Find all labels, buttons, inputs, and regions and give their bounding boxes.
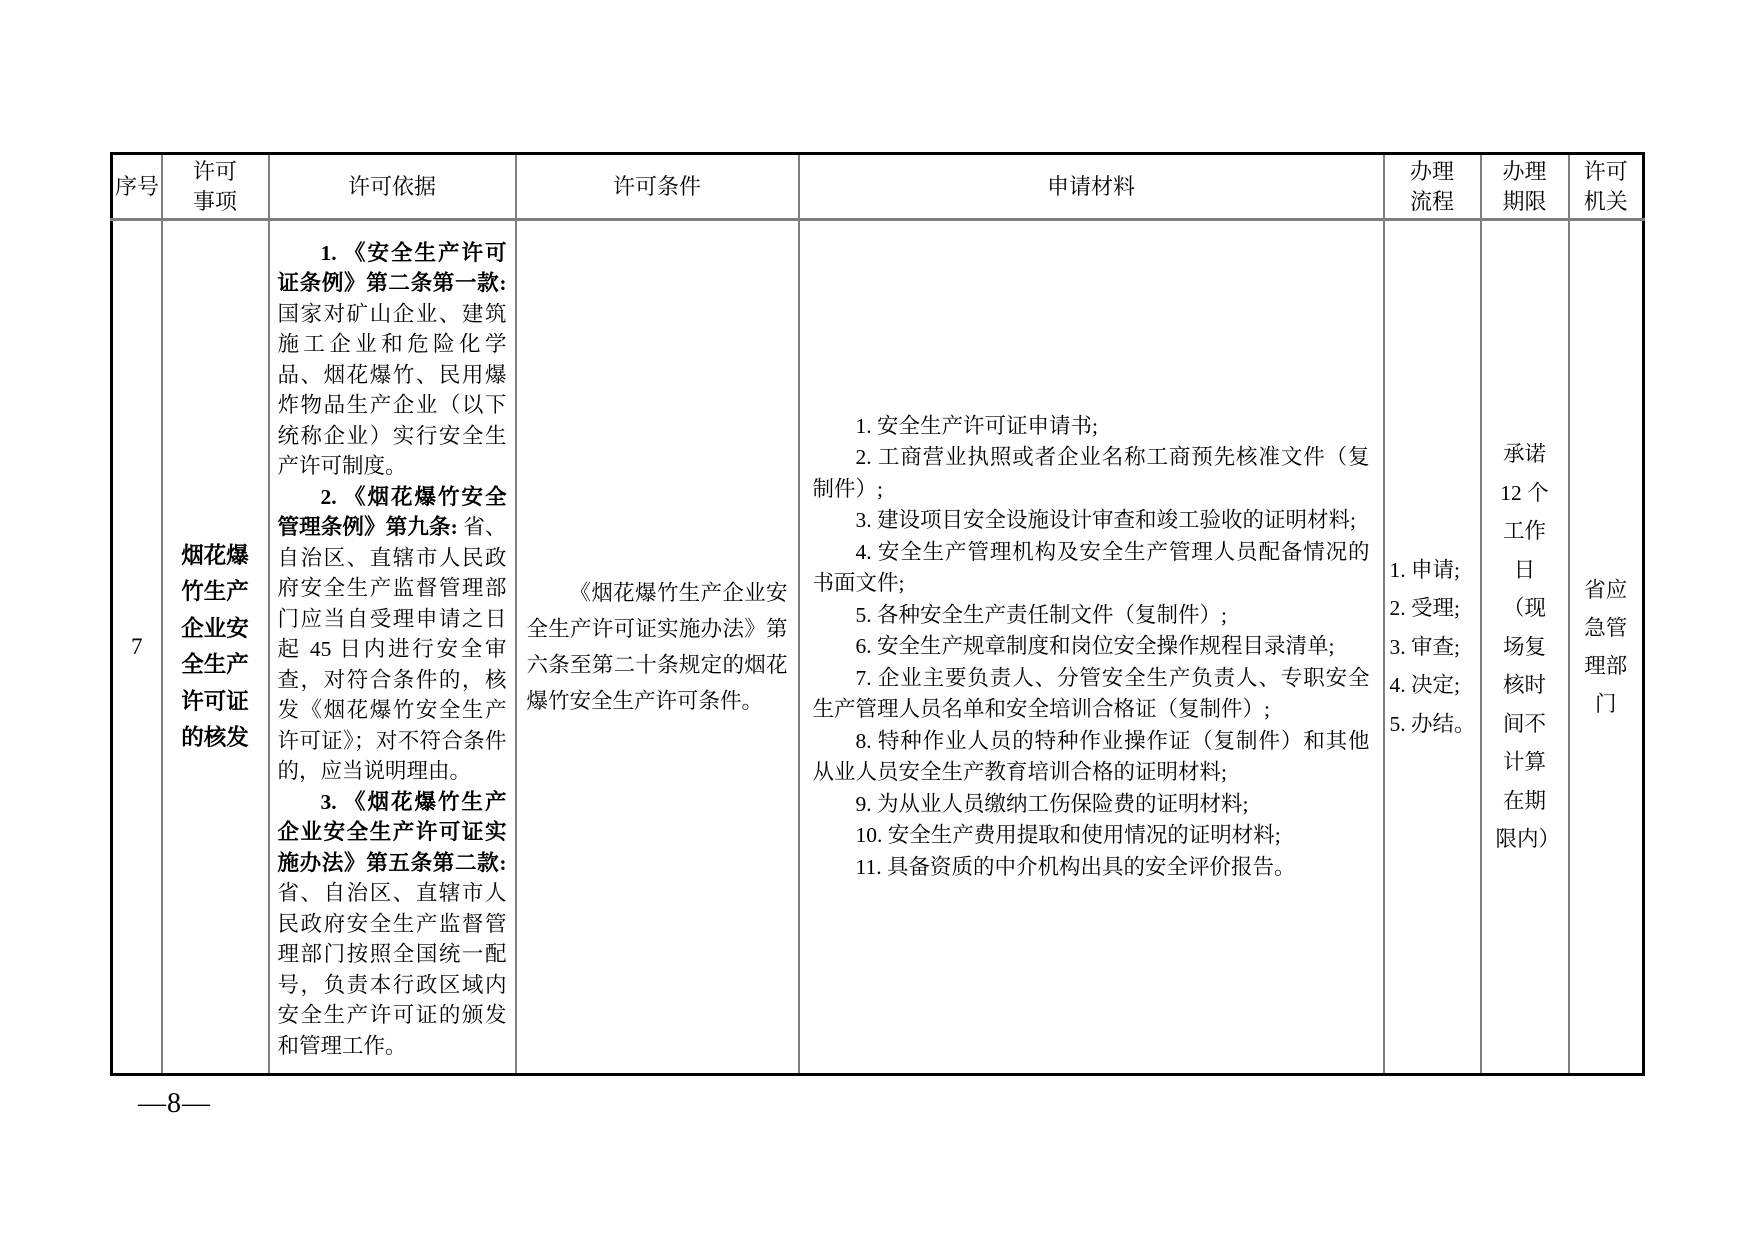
material-item: 6. 安全生产规章制度和岗位安全操作规程目录清单; (855, 634, 1335, 659)
header-label: 办理流程 (1409, 158, 1454, 214)
header-label: 许可事项 (192, 158, 237, 214)
material-item: 8. 特种作业人员的特种作业操作证（复制件）和其他从业人员安全生产教育培训合格的证明材料; (812, 728, 1370, 785)
header-permit-item (162, 154, 269, 220)
page-number: —8— (138, 1088, 211, 1119)
process-step: 4. 决定; (1389, 673, 1460, 698)
header-time-limit (1481, 154, 1569, 220)
header-label: 许可条件 (612, 173, 701, 199)
header-label: 许可机关 (1583, 158, 1628, 214)
cell-permit-basis (269, 220, 516, 1075)
serial-number: 7 (131, 634, 143, 659)
header-label: 办理期限 (1502, 158, 1547, 214)
material-item: 10. 安全生产费用提取和使用情况的证明材料; (855, 823, 1281, 848)
basis-body: 省、自治区、直辖市人民政府安全生产监督管理部门按照全国统一配号，负责本行政区域内安全生产许可证的颁发和管理工作。 (277, 881, 507, 1058)
material-item: 3. 建设项目安全设施设计审查和竣工验收的证明材料; (855, 508, 1356, 533)
table-row (112, 220, 1644, 1075)
basis-title: 3. 《烟花爆竹生产企业安全生产许可证实施办法》第五条第二款: (277, 789, 507, 875)
cell-time-limit (1481, 220, 1569, 1075)
permit-conditions-text: 《烟花爆竹生产企业安全生产许可证实施办法》第六条至第二十条规定的烟花爆竹安全生产许可条件。 (526, 581, 788, 713)
header-process-flow (1384, 154, 1481, 220)
process-step: 2. 受理; (1389, 596, 1460, 621)
table-header (112, 154, 1644, 220)
cell-permit-item (162, 220, 269, 1075)
permit-item-text: 烟花爆竹生产企业安全生产许可证的核发 (181, 542, 249, 750)
header-label: 申请材料 (1046, 173, 1135, 199)
cell-permit-conditions (516, 220, 799, 1075)
header-label: 序号 (114, 173, 159, 199)
header-authority (1569, 154, 1644, 220)
process-step: 5. 办结。 (1389, 711, 1476, 736)
header-permit-conditions (516, 154, 799, 220)
header-application-materials (799, 154, 1384, 220)
material-item: 2. 工商营业执照或者企业名称工商预先核准文件（复制件）; (812, 445, 1370, 501)
header-permit-basis (269, 154, 516, 220)
table-body (112, 220, 1644, 1075)
basis-paragraph (278, 238, 507, 482)
cell-authority (1569, 220, 1644, 1075)
basis-body: 省、自治区、直辖市人民政府安全生产监督管理部门应当自受理申请之日起 45 日内进行安全审查，对符合条件的，核发《烟花爆竹安全生产许可证》；对不符合条件的，应当说明理由。 (277, 515, 507, 784)
header-serial-number (112, 154, 162, 220)
time-limit-text: 承诺 12 个工作日（现场复核时间不计算在期限内） (1495, 442, 1561, 852)
cell-application-materials (799, 220, 1384, 1075)
cell-process-flow (1384, 220, 1481, 1075)
authority-text: 省应急管理部门 (1584, 578, 1628, 716)
basis-paragraph (278, 482, 507, 787)
basis-title: 2. 《烟花爆竹安全管理条例》第九条: (277, 484, 507, 540)
material-item: 4. 安全生产管理机构及安全生产管理人员配备情况的书面文件; (812, 539, 1370, 596)
material-item: 11. 具备资质的中介机构出具的安全评价报告。 (855, 854, 1296, 879)
cell-serial-number (112, 220, 162, 1075)
basis-paragraph (278, 787, 507, 1062)
material-item: 9. 为从业人员缴纳工伤保险费的证明材料; (855, 791, 1249, 816)
basis-title: 1. 《安全生产许可证条例》第二条第一款: (277, 240, 507, 296)
header-row (112, 154, 1644, 220)
material-item: 7. 企业主要负责人、分管安全生产负责人、专职安全生产管理人员名单和安全培训合格证（复制件）; (812, 665, 1370, 722)
permit-table (110, 152, 1645, 1076)
process-step: 1. 申请; (1389, 557, 1460, 582)
material-item: 1. 安全生产许可证申请书; (855, 413, 1098, 438)
basis-body: 国家对矿山企业、建筑施工企业和危险化学品、烟花爆竹、民用爆炸物品生产企业（以下统称企业）实行安全生产许可制度。 (277, 301, 507, 479)
process-step: 3. 审查; (1389, 634, 1460, 659)
header-label: 许可依据 (347, 173, 436, 199)
material-item: 5. 各种安全生产责任制文件（复制件）; (855, 602, 1227, 627)
